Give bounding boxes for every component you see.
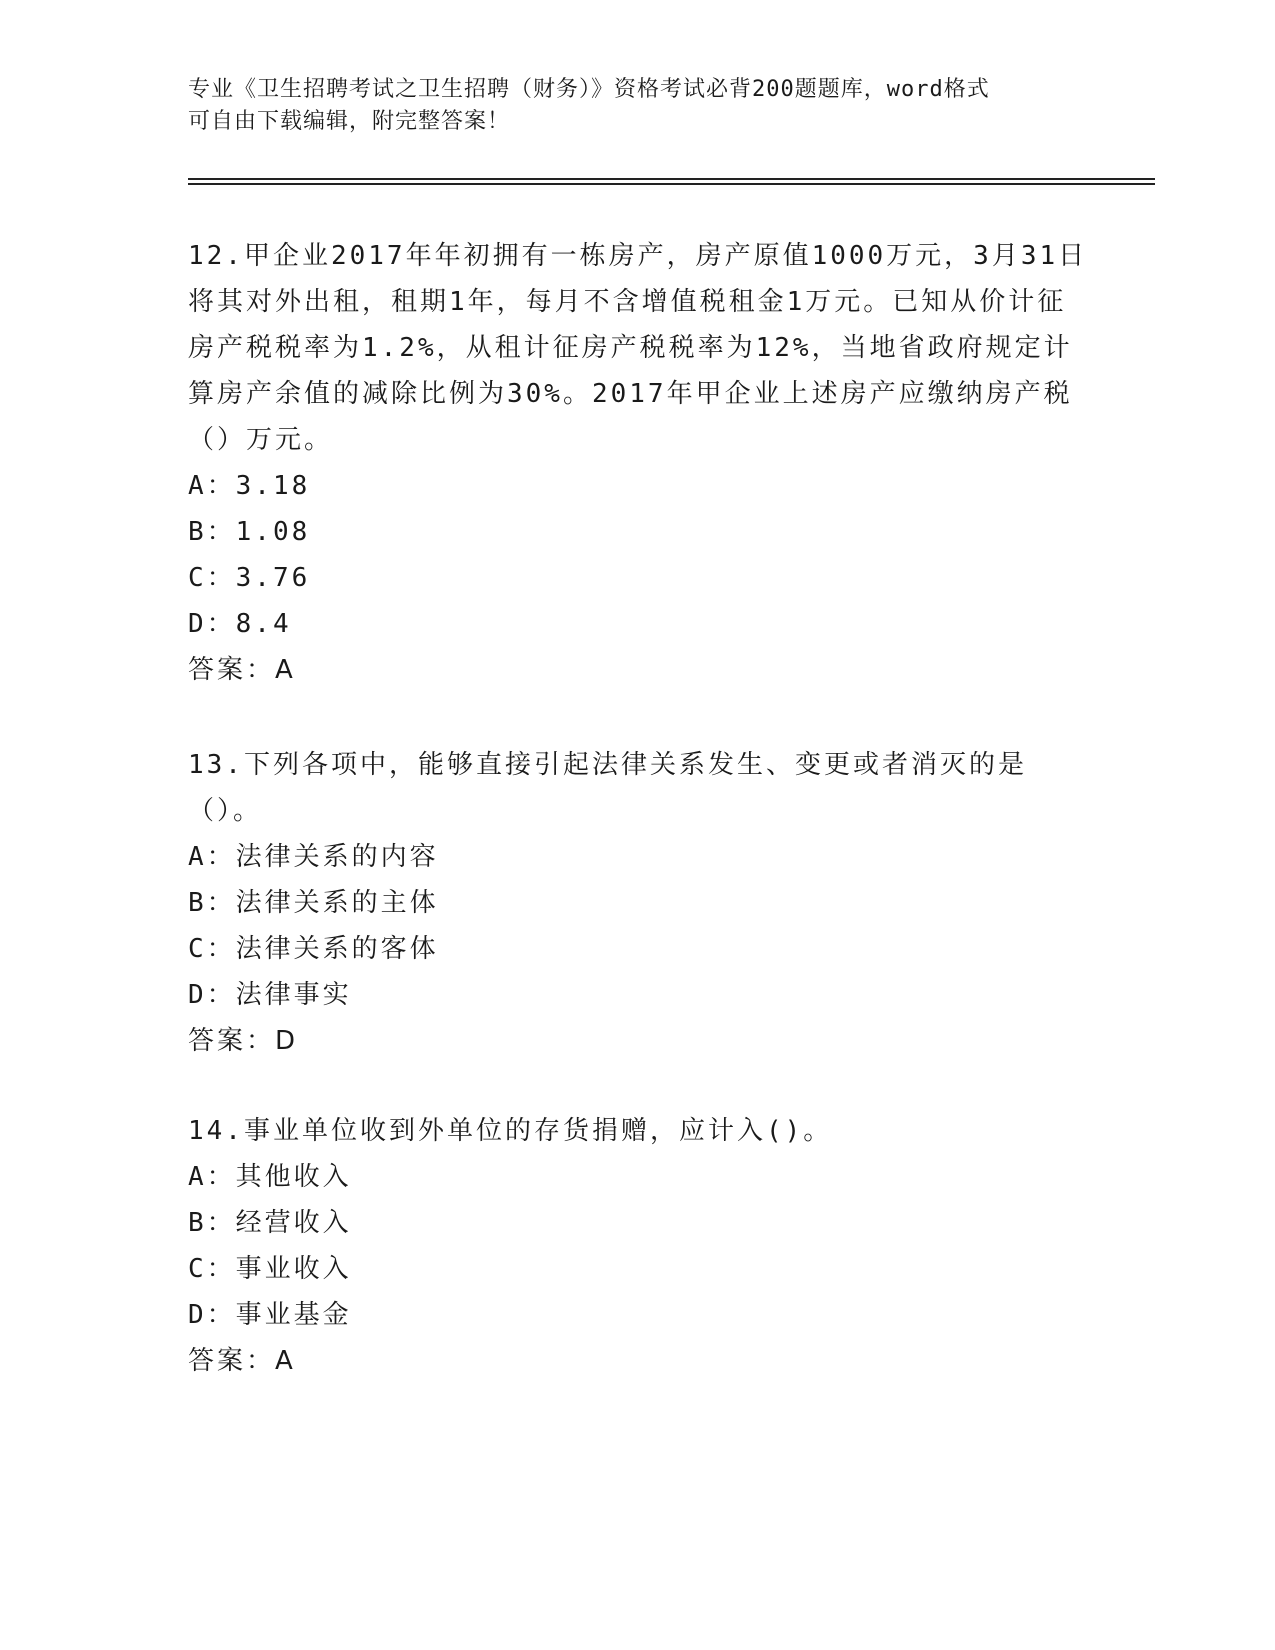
option-d: D：8.4	[188, 609, 292, 639]
question-12	[188, 233, 1088, 693]
question-text: 12.甲企业2017年年初拥有一栋房产，房产原值1000万元，3月31日将其对外出租，租期1年，每月不含增值税租金1万元。已知从价计征房产税税率为1.2%，从租计征房产税税率为12%，当地省政府规定计算房产余值的减除比例为30%。2017年甲企业上述房产应缴纳房产税（）万元。	[188, 241, 1088, 455]
question-text: 14.事业单位收到外单位的存货捐赠，应计入()。	[188, 1116, 833, 1146]
header-divider-top	[188, 178, 1155, 180]
option-d: D：事业基金	[188, 1300, 352, 1330]
question-text: 13.下列各项中，能够直接引起法律关系发生、变更或者消灭的是（）。	[188, 750, 1027, 826]
option-c: C：3.76	[188, 563, 311, 593]
option-b: B：法律关系的主体	[188, 888, 439, 918]
option-a: A：3.18	[188, 471, 311, 501]
question-13	[188, 742, 1088, 1064]
answer-label: 答案：A	[188, 655, 296, 685]
option-b: B：经营收入	[188, 1208, 352, 1238]
option-a: A：其他收入	[188, 1162, 352, 1192]
option-a: A：法律关系的内容	[188, 842, 439, 872]
header-divider-bottom	[188, 183, 1155, 185]
answer-label: 答案：A	[188, 1346, 296, 1376]
question-14	[188, 1108, 1088, 1384]
document-header	[188, 74, 1088, 138]
option-b: B：1.08	[188, 517, 311, 547]
option-d: D：法律事实	[188, 980, 352, 1010]
answer-label: 答案：D	[188, 1026, 299, 1056]
header-intro-line-1: 专业《卫生招聘考试之卫生招聘（财务）》资格考试必背200题题库，word格式	[188, 77, 990, 102]
option-c: C：事业收入	[188, 1254, 352, 1284]
option-c: C：法律关系的客体	[188, 934, 439, 964]
header-intro-line-2: 可自由下载编辑，附完整答案！	[188, 109, 511, 134]
